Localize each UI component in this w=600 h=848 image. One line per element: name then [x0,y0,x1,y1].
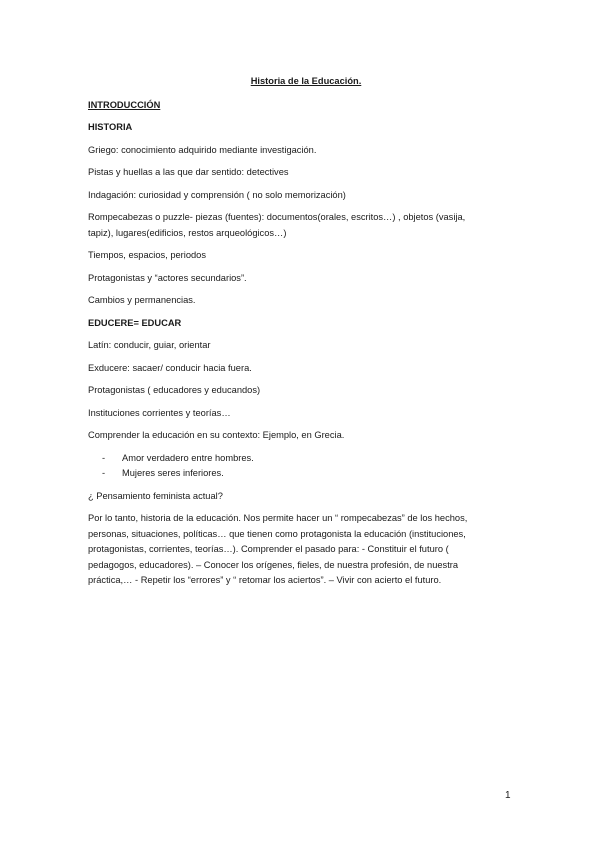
paragraph-pensamiento-feminista: ¿ Pensamiento feminista actual? [88,490,223,501]
paragraph-conclusion [88,511,524,589]
paragraph-indagacion: Indagación: curiosidad y comprensión ( no solo memorización) [88,189,346,200]
paragraph-exducere: Exducere: sacaer/ conducir hacia fuera. [88,362,252,373]
conclusion-line-5: práctica,… - Repetir los “errores” y “ retomar los aciertos”. – Vivir con acierto el futuro. [88,575,442,585]
list-item-text: Amor verdadero entre hombres. [122,452,254,463]
paragraph-tiempos: Tiempos, espacios, periodos [88,250,206,260]
paragraph-griego: Griego: conocimiento adquirido mediante investigación. [88,144,317,155]
list-item [88,451,524,467]
rompecabezas-line-1: Rompecabezas o puzzle- piezas (fuentes): documentos(orales, escritos…) , objetos (vasija, [88,212,466,222]
paragraph-rompecabezas [88,210,524,241]
paragraph-latin: Latín: conducir, guiar, orientar [88,340,211,350]
paragraph-instituciones: Instituciones corrientes y teorías… [88,407,231,418]
dash-bullet-icon: - [102,452,106,463]
paragraph-protagonistas-educadores: Protagonistas ( educadores y educandos) [88,385,261,395]
conclusion-line-1: Por lo tanto, historia de la educación. Nos permite hacer un “ rompecabezas” de los hechos, [88,513,468,523]
list-item [88,466,524,482]
list-item-text: Mujeres seres inferiores. [122,468,224,478]
bullet-list-grecia [88,451,524,482]
paragraph-protagonistas: Protagonistas y “actores secundarios”. [88,272,247,283]
conclusion-line-3: protagonistas, corrientes, teorías…). Comprender el pasado para: - Constituir el futuro ( [88,544,449,554]
conclusion-line-2: personas, situaciones, políticas… que tienen como protagonista la educación (instituciones, [88,528,466,539]
paragraph-comprender: Comprender la educación en su contexto: Ejemplo, en Grecia. [88,430,345,440]
rompecabezas-line-2: tapiz), lugares(edificios, restos arqueológicos…) [88,227,287,238]
conclusion-line-4: pedagogos, educadores). – Conocer los orígenes, fieles, de nuestra profesión, de nuestra [88,559,459,570]
document-body [88,74,524,596]
document-title: Historia de la Educación. [250,76,362,86]
paragraph-cambios: Cambios y permanencias. [88,295,196,305]
page-number: 1 [505,790,511,801]
paragraph-pistas: Pistas y huellas a las que dar sentido: detectives [88,167,289,177]
heading-historia: HISTORIA [88,122,133,132]
heading-introduccion: INTRODUCCIÓN [88,99,161,110]
dash-bullet-icon: - [102,468,106,478]
heading-educere: EDUCERE= EDUCAR [88,317,182,328]
